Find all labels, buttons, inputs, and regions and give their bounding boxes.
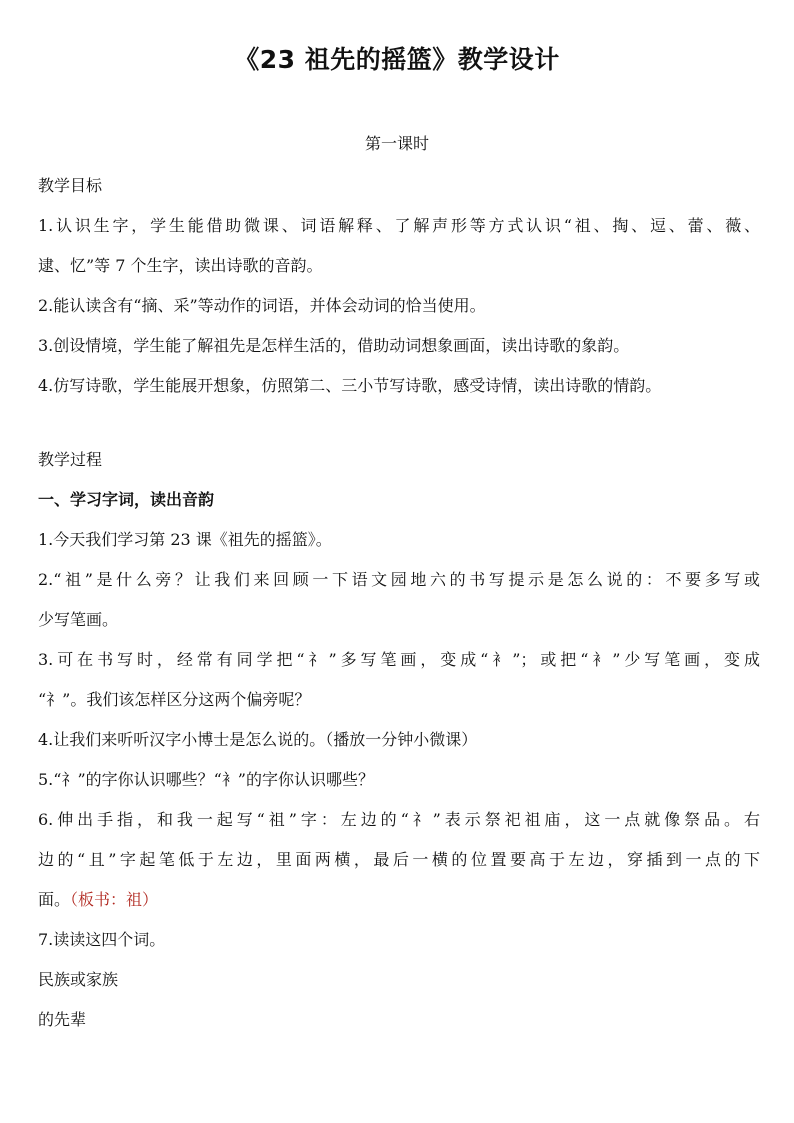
paragraph-line: 边的“且”字起笔低于左边，里面两横，最后一横的位置要高于左边，穿插到一点的下 <box>38 850 760 869</box>
paragraph-line: 6.伸出手指，和我一起写“祖”字：左边的“礻”表示祭祀祖庙，这一点就像祭品。右 <box>38 810 760 829</box>
lesson-label: 第一课时 <box>364 134 429 153</box>
paragraph-line: 的先辈 <box>38 1010 87 1029</box>
paragraph-line: 少写笔画。 <box>38 610 119 629</box>
section-heading: 一、学习字词，读出音韵 <box>38 490 215 509</box>
process-heading: 教学过程 <box>38 450 103 469</box>
paragraph-line <box>38 885 760 914</box>
paragraph-line: 民族或家族 <box>38 970 119 989</box>
document-body <box>38 171 760 1045</box>
objective-line: 1.认识生字，学生能借助微课、词语解释、了解声形等方式认识“祖、掏、逗、蕾、薇、 <box>38 216 760 235</box>
paragraph-line: 3.可在书写时，经常有同学把“礻”多写笔画，变成“衤”；或把“衤”少写笔画，变成 <box>38 650 760 669</box>
objective-line: 逮、忆”等 7 个生字，读出诗歌的音韵。 <box>38 256 323 275</box>
objective-line: 2.能认读含有“摘、采”等动作的词语，并体会动词的恰当使用。 <box>38 296 486 315</box>
objective-line: 3.创设情境，学生能了解祖先是怎样生活的，借助动词想象画面，读出诗歌的象韵。 <box>38 336 630 355</box>
objectives-heading: 教学目标 <box>38 176 103 195</box>
section-spacer <box>38 411 760 445</box>
board-note: （板书：祖） <box>70 890 159 909</box>
paragraph-line: 7.读读这四个词。 <box>38 930 166 949</box>
document-title: 《23 祖先的摇篮》教学设计 <box>234 45 560 74</box>
objective-line: 4.仿写诗歌，学生能展开想象，仿照第二、三小节写诗歌，感受诗情，读出诗歌的情韵。 <box>38 376 662 395</box>
paragraph-line: 5.“礻”的字你认识哪些？“衤”的字你认识哪些？ <box>38 770 374 789</box>
paragraph-line: 4.让我们来听听汉字小博士是怎么说的。（播放一分钟小微课） <box>38 730 478 749</box>
paragraph-line: 2.“祖”是什么旁？让我们来回顾一下语文园地六的书写提示是怎么说的：不要多写或 <box>38 570 760 589</box>
paragraph-line: 1.今天我们学习第 23 课《祖先的摇篮》。 <box>38 530 332 549</box>
paragraph-line: “礻”。我们该怎样区分这两个偏旁呢？ <box>38 690 311 709</box>
paragraph-text: 面。 <box>38 890 71 909</box>
